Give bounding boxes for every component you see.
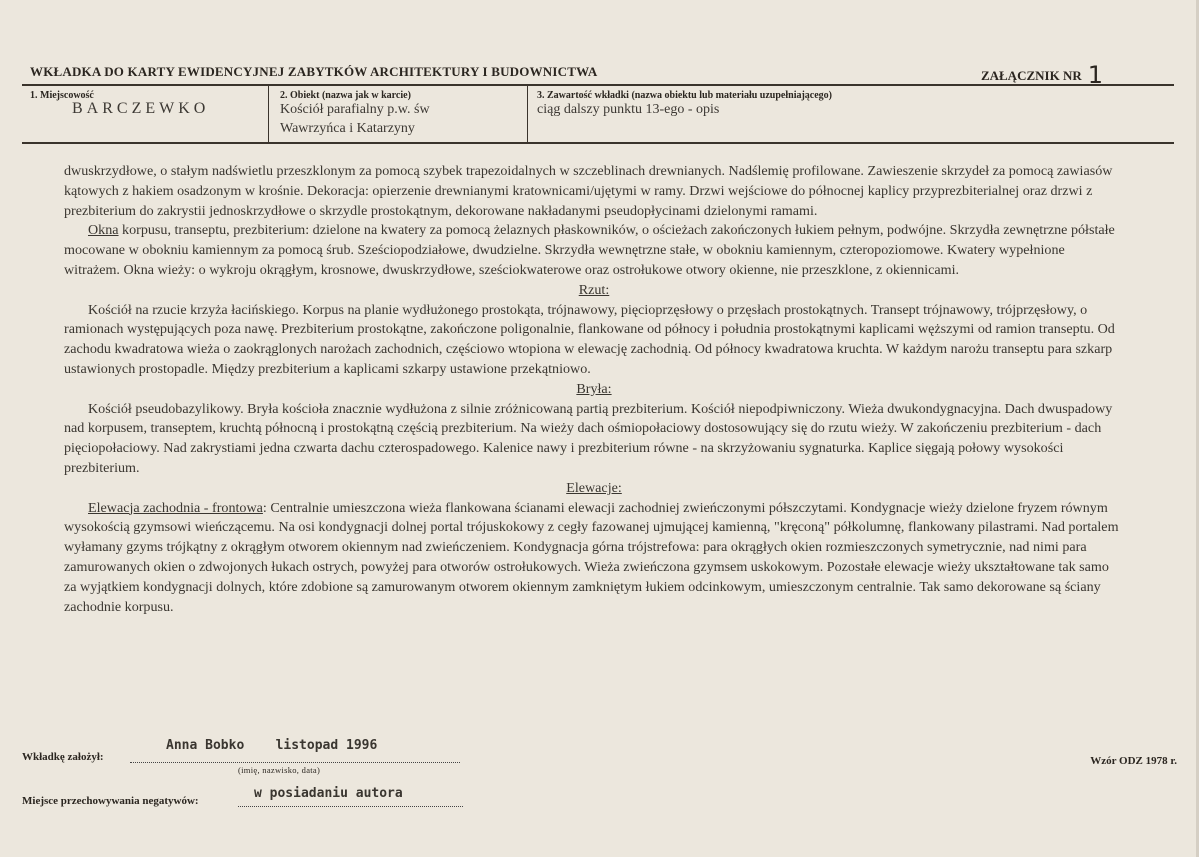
- windows-text: korpusu, transeptu, prezbiterium: dzielone na kwatery za pomocą żelaznych płaskowników, o ościeżach zakończonych łukiem pełnym, podwójne. Skrzydła zewnętrzne półstałe mocowane w obokniu kamiennym za pomocą śrub. Sześciopodziałowe, dwudzielne. Skrzydła wewnętrzne stałe, w obokniu kamiennym, czteropoziomowe. Kwatery wypełnione witrażem. Okna wieży: o wykroju okrągłym, krosnowe, dwuskrzydłowe, sześciokwaterowe oraz ostrołukowe otwory okienne, nie przeszklone, z okiennicami.: [64, 222, 1115, 278]
- rzut-heading: Rzut:: [578, 281, 610, 298]
- author-value: Anna Bobko listopad 1996: [166, 738, 378, 753]
- paragraph-bryla: Kościół pseudobazylikowy. Bryła kościoła znacznie wydłużona z silnie zróżnicowaną partią prezbiterium. Kościół niepodpiwniczony. Wieża dwukondygnacyjna. Dach dwuspadowy nad korpusem, transeptem, kruchtą północną i prostokątną częścią prezbiterium. Na wieży dach ośmiopołaciowy dostosowujący się do rzutu wieży. W zakończeniu prezbiterium - dach pięciopołaciowy. Nad zakrystiami jedna czwarta dachu czterospadowego. Kalenice nawy i prezbiterium równe - na skrzyżowaniu sygnaturka. Kaplice sięgają połowy wysokości prezbiterium.: [64, 400, 1113, 476]
- header-rule: [22, 84, 1174, 86]
- object-value-line1: Kościół parafialny p.w. św: [280, 102, 430, 117]
- section-heading-elewacje: [64, 479, 1124, 499]
- annex-label-text: ZAŁĄCZNIK NR: [980, 68, 1082, 83]
- annex-label: [980, 58, 1103, 89]
- negatives-label: Miejsce przechowywania negatywów:: [22, 795, 199, 807]
- field-divider-1: [268, 86, 269, 142]
- locality-label: 1. Miejscowość: [30, 90, 94, 101]
- author-dotline: [130, 762, 460, 763]
- paragraph-doors: dwuskrzydłowe, o stałym nadświetlu przeszklonym za pomocą szybek trapezoidalnych w szczeblinach drewnianych. Nadślemię profilowane. Zawieszenie skrzydeł za pomocą zawiasów kątowych z hakiem osadzonym w krośnie. Dekoracja: opierzenie drewnianymi kratownicami/ujętymi w ramy. Drzwi wejściowe do północnej kaplicy przyprezbiterialnej oraz drzwi z prezbiterium do zakrystii jednoskrzydłowe o skrzydle prostokątnym, dekorowane nakładanymi pseudopłycinami dzielonymi ramami.: [64, 163, 1113, 219]
- paragraph-rzut: Kościół na rzucie krzyża łacińskiego. Korpus na planie wydłużonego prostokąta, trójnawowy, pięcioprzęsłowy o przęsłach prostokątnych. Transept trójnawowy, trójprzęsłowy, o ramionach występujących poza nawę. Prezbiterium prostokątne, zakończone poligonalnie, flankowane od północy i południa prostokątnymi kaplicami węższymi od ramion transeptu. Od zachodu kwadratowa wieża o zaokrąglonych narożach zachodnich, częściowo wtopiona w elewację zachodnią. Od północy kwadratowa kruchta. W każdym narożu transeptu para szkarp ustawionych prostopadle. Między prezbiterium a kaplicami szkarpy ustawione przekątniowo.: [64, 301, 1115, 377]
- form-reference: Wzór ODZ 1978 r.: [1090, 755, 1177, 767]
- locality-value: BARCZEWKO: [72, 100, 210, 117]
- bryla-heading: Bryła:: [576, 380, 612, 397]
- negatives-dotline: [238, 806, 463, 807]
- negatives-value: w posiadaniu autora: [254, 786, 403, 801]
- west-elevation-text: : Centralnie umieszczona wieża flankowana ścianami elewacji zachodniej zwieńczonymi półszczytami. Kondygnacje wieży dzielone fryzem równym wysokością gzymsowi wieńczącemu. Na osi kondygnacji dolnej portal trójuskokowy z cegły fazowanej ujmującej kamienną, "kręconą" półkolumnę, flankowany pilastrami. Nad portalem wyłamany gzyms trójkątny z okrągłym otworem okiennym nad zwieńczeniem. Kondygnacja górna trójstrefowa: para okrągłych okien rozmieszczonych symetrycznie, nad nimi para zamurowanych okien o zdwojonych łukach ostrych, powyżej para otworów ostrołukowych. Wieża zwieńczona gzymsem uskokowym. Pozostałe elewacje wieży ukształtowane tak samo za wyjątkiem kondygnacji dolnych, które zdobione są zamurowanym otworem okiennym zamkniętym łukiem odcinkowym, umieszczonym centralnie. Tak samo dekorowane są ściany zachodnie korpusu.: [64, 499, 1119, 615]
- west-elevation-heading: Elewacja zachodnia - frontowa: [88, 499, 263, 516]
- paragraph-windows: [64, 221, 1124, 280]
- author-label: Wkładkę założył:: [22, 751, 104, 763]
- object-label: 2. Obiekt (nazwa jak w karcie): [280, 90, 411, 101]
- field-divider-2: [527, 86, 528, 142]
- document-title: WKŁADKA DO KARTY EWIDENCYJNEJ ZABYTKÓW ARCHITEKTURY I BUDOWNICTWA: [30, 64, 598, 79]
- content-value: ciąg dalszy punktu 13-ego - opis: [537, 102, 720, 117]
- object-value-line2: Wawrzyńca i Katarzyny: [280, 121, 415, 136]
- fields-rule: [22, 142, 1174, 144]
- description-body: [64, 162, 1124, 617]
- author-caption: (imię, nazwisko, data): [238, 765, 321, 775]
- section-heading-rzut: [64, 281, 1124, 301]
- annex-number: 1: [1087, 61, 1103, 89]
- section-heading-bryla: [64, 380, 1124, 400]
- content-label: 3. Zawartość wkładki (nazwa obiektu lub materiału uzupełniającego): [537, 90, 833, 101]
- elewacje-heading: Elewacje:: [566, 479, 622, 496]
- paragraph-elewacje: [64, 499, 1124, 618]
- windows-heading: Okna: [88, 222, 119, 239]
